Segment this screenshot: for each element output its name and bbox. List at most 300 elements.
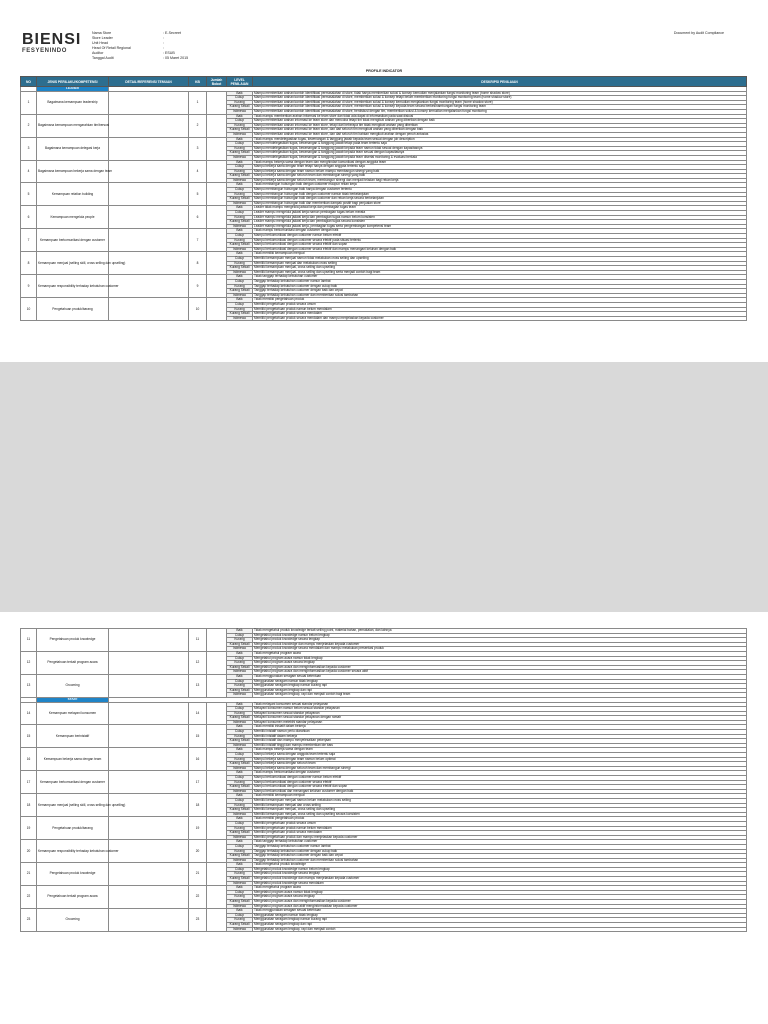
assessment-level: Kurang: [227, 872, 253, 877]
assessment-description: Tanggap terhadap kebutuhan customer dengan cukup baik: [253, 284, 747, 289]
assessment-description: Memiliki kemampuan menjual namun tidak melakukan cross selling dan upselling: [253, 256, 747, 261]
assessment-description: Menggunakan seragam lengkap namun kurang rapi: [253, 684, 747, 689]
assessment-level: Kurang: [227, 757, 253, 762]
document-page-1: [0, 0, 768, 362]
assessment-level: Cukup: [227, 730, 253, 735]
assessment-description: Tidak mengetahui produk knowledge: [253, 863, 747, 868]
assessment-description: Mampu berkomunikasi dengan customer secara efektif: [253, 780, 747, 785]
competency-name: Pengetahuan produk/barang: [37, 298, 109, 321]
assessment-description: Tidak mengetahui program acara: [253, 886, 747, 891]
assessment-description: Tidak mampu bekerja sama dengan team dan menghindari komunikasi dengan anggota team: [253, 160, 747, 165]
assessment-description: Tanggap terhadap kebutuhan customer dengan baik dan cepat: [253, 854, 747, 859]
assessment-description: Tanggap terhadap kebutuhan customer dan memberikan solusi tambahan: [253, 858, 747, 863]
assessment-description: Memiliki inisiatif tinggi dan mampu memberikan ide baru: [253, 743, 747, 748]
header-value: : E-Secreet: [163, 31, 181, 35]
assessment-level: Kurang Sekali: [227, 312, 253, 317]
indicator-detail: [109, 206, 189, 229]
assessment-level: Cukup: [227, 867, 253, 872]
competency-name: Grooming: [37, 674, 109, 697]
assessment-level: Kurang: [227, 284, 253, 289]
assessment-description: Mampu memberikan arahan/contoh identifikasi permasalahan di store, berdiskusi dengan tim, memberikan solusi & konsep kemudian menjalankan fungsi monitoring: [253, 109, 747, 114]
assessment-description: Mampu mendelegasikan tugas, kewenangan & tanggung jawab tetapi pada team tertentu saja: [253, 142, 747, 147]
assessment-description: Mampu berkomunikasi dengan customer secara efektif dan sopan: [253, 785, 747, 790]
table-body-leader: [21, 91, 747, 321]
header-value: :: [163, 46, 164, 50]
assessment-level: Istimewa: [227, 109, 253, 114]
weight-value: [207, 252, 227, 275]
assessment-description: Mengetahui program acara namun tidak lengkap: [253, 890, 747, 895]
assessment-level: Cukup: [227, 798, 253, 803]
assessment-description: Memiliki pengetahuan produk namun belum mendalam: [253, 307, 747, 312]
assessment-level: Istimewa: [227, 766, 253, 771]
assessment-description: Memiliki kemampuan menjual dan cross selling: [253, 803, 747, 808]
assessment-description: Memiliki kemampuan menjual, cross selling dan upselling secara konsisten: [253, 812, 747, 817]
assessment-description: Tidak memiliki kemampuan menjual: [253, 794, 747, 799]
assessment-level: Baik: [227, 748, 253, 753]
assessment-level: Cukup: [227, 165, 253, 170]
weight-value: [207, 91, 227, 114]
assessment-description: Menggunakan seragam lengkap namun kurang rapi: [253, 918, 747, 923]
assessment-description: Memiliki kemampuan menjual namun belum melakukan cross selling: [253, 798, 747, 803]
row-number: 14: [21, 702, 37, 725]
assessment-level: Kurang Sekali: [227, 923, 253, 928]
assessment-description: Mampu berkomunikasi dengan customer secara efektif dan sopan: [253, 243, 747, 248]
col-header-deskripsi: DESKRIPSI PENILAIAN: [253, 77, 747, 87]
assessment-level: Istimewa: [227, 927, 253, 932]
assessment-description: Mengetahui produk knowledge secara lengkap: [253, 872, 747, 877]
row-number: 5: [21, 183, 37, 206]
weight-value: [207, 629, 227, 652]
row-number: 6: [21, 206, 37, 229]
indicator-detail: [109, 229, 189, 252]
assessment-level: Kurang: [227, 734, 253, 739]
assessment-description: Memiliki pengetahuan produk namun belum mendalam: [253, 826, 747, 831]
assessment-description: Tidak memiliki kemampuan menjual: [253, 252, 747, 257]
assessment-description: Menggunakan seragam namun tidak lengkap: [253, 679, 747, 684]
assessment-level: Cukup: [227, 844, 253, 849]
assessment-description: Mampu mendelegasikan tugas, kewenangan & tanggung jawab kepada team namun tidak sesuai dengan kapasitasnya: [253, 146, 747, 151]
assessment-level: Kurang: [227, 826, 253, 831]
indicator-heading: PROFILE INDICATOR: [365, 69, 403, 73]
assessment-level: Baik: [227, 674, 253, 679]
col-header-kb: KB: [189, 77, 207, 87]
kb-value: 4: [189, 160, 207, 183]
weight-value: [207, 794, 227, 817]
competency-name: Pengetahuan produk knowledge: [37, 629, 109, 652]
row-number: 15: [21, 725, 37, 748]
assessment-level: Kurang: [227, 100, 253, 105]
assessment-description: Leader mampu mengelola jadwal kerja dan pembagian tugas namun belum konsisten: [253, 215, 747, 220]
assessment-level: Kurang Sekali: [227, 877, 253, 882]
assessment-description: Mampu memberikan arahan informasi ke team store dan mencoba tetapi tim tidak mengikuti arahan yang diberikan dengan baik: [253, 119, 747, 124]
assessment-level: Baik: [227, 840, 253, 845]
assessment-description: Menggunakan seragam lengkap, rapi dan menjadi contoh bagi team: [253, 693, 747, 698]
assessment-level: Cukup: [227, 679, 253, 684]
assessment-level: Kurang: [227, 918, 253, 923]
assessment-level: Kurang: [227, 192, 253, 197]
assessment-description: Memiliki kemampuan menjual dan melakukan cross selling: [253, 261, 747, 266]
weight-value: [207, 748, 227, 771]
assessment-level: Istimewa: [227, 743, 253, 748]
kb-value: 7: [189, 229, 207, 252]
header-values: [163, 31, 188, 61]
assessment-level: Istimewa: [227, 224, 253, 229]
col-header-no: NO: [21, 77, 37, 87]
table-header: [21, 77, 747, 92]
row-number: 11: [21, 629, 37, 652]
assessment-level: Istimewa: [227, 647, 253, 652]
assessment-description: Leader mampu mengelola jadwal kerja dan pembagian tugas secara konsisten: [253, 220, 747, 225]
indicator-detail: [109, 629, 189, 652]
assessment-level: Kurang: [227, 684, 253, 689]
assessment-description: Memiliki pengetahuan produk dan mampu menjelaskan kepada customer: [253, 835, 747, 840]
header-label: Unit Head: [92, 41, 108, 45]
kb-value: 16: [189, 748, 207, 771]
assessment-level: Istimewa: [227, 178, 253, 183]
col-header-level: LEVEL PENILAIAN: [227, 77, 253, 87]
assessment-description: Mampu berkomunikasi dengan customer secara efektif dan mampu menangani keluhan dengan baik: [253, 247, 747, 252]
assessment-description: Mengetahui program acara secara lengkap: [253, 895, 747, 900]
assessment-description: Tidak memiliki pengetahuan produk: [253, 298, 747, 303]
assessment-description: Mampu berkomunikasi dengan customer namun belum efektif: [253, 776, 747, 781]
row-number: 16: [21, 748, 37, 771]
weight-value: [207, 206, 227, 229]
assessment-level: Cukup: [227, 142, 253, 147]
weight-value: [207, 137, 227, 160]
indicator-detail: [109, 651, 189, 674]
weight-value: [207, 817, 227, 840]
assessment-level: Cukup: [227, 913, 253, 918]
assessment-level: Kurang Sekali: [227, 266, 253, 271]
kb-value: 10: [189, 298, 207, 321]
assessment-level: Kurang: [227, 169, 253, 174]
assessment-description: Memiliki inisiatif namun perlu diarahkan: [253, 730, 747, 735]
assessment-level: Baik: [227, 160, 253, 165]
competency-name: Pengetahuan produk/barang: [37, 817, 109, 840]
kb-value: 18: [189, 794, 207, 817]
assessment-level: Baik: [227, 817, 253, 822]
assessment-level: Kurang: [227, 146, 253, 151]
assessment-level: Cukup: [227, 707, 253, 712]
indicator-detail: [109, 137, 189, 160]
row-number: 10: [21, 298, 37, 321]
assessment-level: Cukup: [227, 821, 253, 826]
competency-name: Kemampuan relation building: [37, 183, 109, 206]
logo-subtitle: FESYENINDO: [22, 48, 68, 54]
assessment-level: Kurang: [227, 215, 253, 220]
kb-value: 22: [189, 886, 207, 909]
weight-value: [207, 702, 227, 725]
competency-name: Kemampuan responsibility terhadap kebutuhan customer: [37, 275, 109, 298]
competency-name: Bagaimana kemampuan delegasi kerja: [37, 137, 109, 160]
assessment-level: Cukup: [227, 119, 253, 124]
assessment-level: Cukup: [227, 753, 253, 758]
competency-name: Kemampuan menjual (selling skill, cross selling dan upselling): [37, 252, 109, 275]
assessment-level: Kurang: [227, 711, 253, 716]
assessment-level: Baik: [227, 629, 253, 634]
competency-name: Pengetahuan terkait program acara: [37, 651, 109, 674]
weight-value: [207, 725, 227, 748]
col-header-jumlah: Jumlah Bobot: [207, 77, 227, 87]
assessment-level: Istimewa: [227, 155, 253, 160]
kb-value: 21: [189, 863, 207, 886]
indicator-detail: [109, 863, 189, 886]
assessment-description: Tidak mampu berkomunikasi dengan customer dengan baik: [253, 229, 747, 234]
weight-value: [207, 674, 227, 697]
row-number: 12: [21, 651, 37, 674]
competency-name: Pengetahuan terkait program acara: [37, 886, 109, 909]
assessment-description: Melayani konsumen namun belum sesuai standar pelayanan: [253, 707, 747, 712]
indicator-detail: [109, 114, 189, 137]
assessment-description: Memiliki pengetahuan produk secara umum: [253, 302, 747, 307]
kb-value: 6: [189, 206, 207, 229]
document-owner-note: Document by Audit Compliance: [673, 31, 724, 35]
assessment-level: Baik: [227, 886, 253, 891]
row-number: 2: [21, 114, 37, 137]
assessment-level: Kurang: [227, 895, 253, 900]
row-number: 18: [21, 794, 37, 817]
assessment-description: Menggunakan seragam lengkap dan rapi: [253, 688, 747, 693]
competency-name: Kemampuan bekerja sama dengan team: [37, 748, 109, 771]
assessment-description: Tidak mampu memberikan arahan informasi ke team store dan tidak ada dapat di informasikan pada saat diskusi: [253, 114, 747, 119]
assessment-description: Mampu bekerja sama dengan team tetapi hanya dengan anggota tertentu saja: [253, 165, 747, 170]
kb-value: 14: [189, 702, 207, 725]
assessment-level: Cukup: [227, 302, 253, 307]
indicator-detail: [109, 160, 189, 183]
assessment-description: Mampu bekerja sama dengan anggota team tertentu saja: [253, 753, 747, 758]
assessment-level: Istimewa: [227, 904, 253, 909]
col-header-kompetensi: JENIS PERILAKU/KOMPETENSI: [37, 77, 109, 87]
assessment-level: Kurang Sekali: [227, 854, 253, 859]
header-label: Head Of Retail Regional: [92, 46, 131, 50]
weight-value: [207, 298, 227, 321]
assessment-level: Baik: [227, 229, 253, 234]
assessment-description: Memiliki pengetahuan produk secara mendalam dan mampu menjelaskan kepada customer: [253, 316, 747, 321]
assessment-level: Baik: [227, 137, 253, 142]
assessment-level: Kurang Sekali: [227, 900, 253, 905]
assessment-description: Tidak tanggap terhadap kebutuhan customer: [253, 840, 747, 845]
assessment-description: Mengetahui program acara dan menginformasikan kepada customer: [253, 665, 747, 670]
assessment-level: Kurang Sekali: [227, 289, 253, 294]
assessment-level: Istimewa: [227, 247, 253, 252]
assessment-description: Mengetahui program acara dan menginformasikan kepada customer secara aktif: [253, 670, 747, 675]
competency-name: Kemampuan berkomunikasi dengan customer: [37, 229, 109, 252]
competency-name: Kemampuan responsibility terhadap kebutuhan customer: [37, 840, 109, 863]
assessment-description: Tidak mampu bekerja sama dengan team: [253, 748, 747, 753]
header-value: : ESUB: [163, 51, 175, 55]
row-number: 8: [21, 252, 37, 275]
assessment-level: Istimewa: [227, 789, 253, 794]
indicator-detail: [109, 91, 189, 114]
weight-value: [207, 863, 227, 886]
assessment-description: Tidak tanggap terhadap kebutuhan customer: [253, 275, 747, 280]
assessment-description: Tanggap terhadap kebutuhan customer dan memberikan solusi tambahan: [253, 293, 747, 298]
assessment-level: Cukup: [227, 211, 253, 216]
kb-value: 17: [189, 771, 207, 794]
competency-name: Bagaimana kemampuan bekerja sama dengan team: [37, 160, 109, 183]
assessment-description: Mengetahui program acara secara lengkap: [253, 661, 747, 666]
assessment-description: Memiliki pengetahuan produk secara mendalam: [253, 831, 747, 836]
assessment-level: Cukup: [227, 633, 253, 638]
assessment-level: Kurang: [227, 238, 253, 243]
assessment-description: Mengetahui produk knowledge secara mendalam dan mampu melakukan presentasi produk: [253, 647, 747, 652]
assessment-level: Cukup: [227, 188, 253, 193]
indicator-detail: [109, 275, 189, 298]
assessment-level: Kurang: [227, 803, 253, 808]
col-header-indikator: DETAIL/REFERENSI TEMUAN: [109, 77, 189, 87]
assessment-description: Leader tidak mampu mengelola jadwal kerja dan pembagian tugas team: [253, 206, 747, 211]
row-number: 21: [21, 863, 37, 886]
assessment-description: Melayani konsumen sesuai standar pelayanan: [253, 711, 747, 716]
assessment-level: Kurang Sekali: [227, 688, 253, 693]
row-number: 9: [21, 275, 37, 298]
assessment-level: Kurang Sekali: [227, 716, 253, 721]
kb-value: 11: [189, 629, 207, 652]
assessment-description: Leader mampu mengelola jadwal kerja namun pembagian tugas belum merata: [253, 211, 747, 216]
weight-value: [207, 651, 227, 674]
header-label: Auditor: [92, 51, 104, 55]
weight-value: [207, 229, 227, 252]
assessment-level: Baik: [227, 909, 253, 914]
assessment-level: Istimewa: [227, 201, 253, 206]
header-value: : 05 Maret 2015: [163, 56, 189, 60]
row-number: 22: [21, 886, 37, 909]
weight-value: [207, 886, 227, 909]
biensi-logo: [22, 32, 81, 55]
assessment-description: Memiliki kemampuan menjual, cross selling dan upselling: [253, 266, 747, 271]
assessment-level: Kurang: [227, 123, 253, 128]
competency-name: Grooming: [37, 909, 109, 932]
assessment-level: Kurang: [227, 661, 253, 666]
competency-name: Kemampuan berkomunikasi dengan customer: [37, 771, 109, 794]
assessment-level: Kurang: [227, 849, 253, 854]
assessment-description: Tidak mampu berkomunikasi dengan customer: [253, 771, 747, 776]
assessment-description: Mampu berkomunikasi dan menangani keluhan customer dengan baik: [253, 789, 747, 794]
competency-name: Pengetahuan produk knowledge: [37, 863, 109, 886]
weight-value: [207, 840, 227, 863]
assessment-description: Tidak memiliki pengetahuan produk: [253, 817, 747, 822]
assessment-description: Mengetahui program acara dan aktif menginformasikan kepada customer: [253, 904, 747, 909]
header-labels: [92, 31, 131, 61]
assessment-level: Istimewa: [227, 693, 253, 698]
assessment-description: Mengetahui program acara dan menginformasikan kepada customer: [253, 900, 747, 905]
assessment-description: Tanggap terhadap kebutuhan customer dengan cukup baik: [253, 849, 747, 854]
assessment-description: Tidak mengetahui program acara: [253, 651, 747, 656]
assessment-description: Mampu memberikan arahan/contoh identifikasi permasalahan di store, tidak hanya memberikan solusi & konsep kemudian menjalankan fungsi monitoring team (home shadow store): [253, 91, 747, 96]
assessment-description: Tidak membangun hubungan baik dengan customer maupun rekan kerja: [253, 183, 747, 188]
assessment-level: Istimewa: [227, 132, 253, 137]
assessment-level: Kurang Sekali: [227, 174, 253, 179]
assessment-description: Tidak menggunakan seragam sesuai ketentuan: [253, 674, 747, 679]
assessment-level: Kurang Sekali: [227, 128, 253, 133]
assessment-level: Kurang Sekali: [227, 785, 253, 790]
assessment-description: Mampu memberikan arahan informasi ke team store, dan dari seluruh tim mengikuti arahan yang diberikan dengan baik: [253, 128, 747, 133]
assessment-description: Mampu memberikan arahan informasi ke team store, tetapi dari beberapa tim tidak mengikuti arahan yang diberikan: [253, 123, 747, 128]
assessment-description: Memiliki kemampuan menjual, cross selling dan upselling serta menjadi contoh bagi team: [253, 270, 747, 275]
assessment-level: Kurang Sekali: [227, 197, 253, 202]
assessment-level: Kurang Sekali: [227, 831, 253, 836]
kb-value: 3: [189, 137, 207, 160]
assessment-description: Mengetahui produk knowledge namun belum lengkap: [253, 633, 747, 638]
competency-name: Kemampuan menjual (selling skill, cross selling dan upselling): [37, 794, 109, 817]
row-number: 4: [21, 160, 37, 183]
logo-wordmark: BIENSI: [22, 31, 82, 48]
header-value: :: [163, 41, 164, 45]
assessment-level: Baik: [227, 725, 253, 730]
assessment-level: Istimewa: [227, 881, 253, 886]
assessment-level: Kurang: [227, 638, 253, 643]
assessment-description: Tanggap terhadap kebutuhan customer dengan baik dan cepat: [253, 289, 747, 294]
row-number: 3: [21, 137, 37, 160]
kb-value: 23: [189, 909, 207, 932]
indicator-detail: [109, 674, 189, 697]
assessment-level: Kurang Sekali: [227, 220, 253, 225]
assessment-level: Istimewa: [227, 812, 253, 817]
table-body-staff-top: [21, 629, 747, 698]
assessment-description: Mampu membangun hubungan baik dengan customer dan rekan kerja secara berkelanjutan: [253, 197, 747, 202]
assessment-level: Baik: [227, 651, 253, 656]
assessment-level: Cukup: [227, 776, 253, 781]
assessment-description: Tidak menggunakan seragam sesuai ketentuan: [253, 909, 747, 914]
kb-value: 19: [189, 817, 207, 840]
assessment-level: Baik: [227, 206, 253, 211]
assessment-level: Kurang Sekali: [227, 808, 253, 813]
header-label: Tanggal Audit: [92, 56, 114, 60]
assessment-description: Mampu bekerja sama dengan seluruh team, membangun sinergi dan menjadi teladan bagi rekan kerja: [253, 178, 747, 183]
kb-value: 13: [189, 674, 207, 697]
competency-name: Bagaimana kemampuan mengarahkan tim/bersosi: [37, 114, 109, 137]
assessment-description: Mengetahui produk knowledge secara lengkap: [253, 638, 747, 643]
assessment-description: Mampu membangun hubungan baik dan memberikan dampak positif bagi penjualan store: [253, 201, 747, 206]
assessment-description: Mampu memberikan arahan/contoh identifikasi permasalahan di store, memberikan solusi & konsep kemudian menjalankan fungsi monitoring team (home shadow store): [253, 100, 747, 105]
assessment-level: Kurang Sekali: [227, 665, 253, 670]
assessment-level: Cukup: [227, 890, 253, 895]
weight-value: [207, 909, 227, 932]
assessment-description: Mampu memberikan arahan informasi ke team store, dan dari seluruh tim bahkan mengikuti arahan dengan penuh antusias: [253, 132, 747, 137]
assessment-description: Memiliki inisiatif dalam bekerja: [253, 734, 747, 739]
assessment-description: Memiliki inisiatif dan mampu menyelesaikan pekerjaan: [253, 739, 747, 744]
assessment-description: Mampu bekerja sama dengan team namun belum optimal: [253, 757, 747, 762]
row-number: 20: [21, 840, 37, 863]
assessment-description: Mampu bekerja sama dengan seluruh team dan membangun sinergi: [253, 766, 747, 771]
assessment-description: Mampu berkomunikasi dengan customer namun belum efektif: [253, 234, 747, 239]
assessment-level: Cukup: [227, 96, 253, 101]
assessment-description: Memiliki kemampuan menjual, cross selling dan upselling: [253, 808, 747, 813]
assessment-description: Tidak memiliki inisiatif dalam bekerja: [253, 725, 747, 730]
competency-name: Kemampuan mengelola people: [37, 206, 109, 229]
assessment-level: Kurang Sekali: [227, 762, 253, 767]
header-label: Nama Store: [92, 31, 112, 35]
assessment-level: Istimewa: [227, 270, 253, 275]
weight-value: [207, 114, 227, 137]
assessment-level: Baik: [227, 91, 253, 96]
section-label: LEADER: [37, 87, 109, 92]
assessment-level: Baik: [227, 252, 253, 257]
row-number: 17: [21, 771, 37, 794]
assessment-level: Cukup: [227, 234, 253, 239]
assessment-level: Istimewa: [227, 316, 253, 321]
assessment-level: Cukup: [227, 279, 253, 284]
assessment-description: Mengetahui produk knowledge dan mampu menjelaskan kepada customer: [253, 877, 747, 882]
weight-value: [207, 160, 227, 183]
indicator-detail: [109, 886, 189, 909]
indicator-detail: [109, 817, 189, 840]
assessment-level: Istimewa: [227, 835, 253, 840]
row-number: 19: [21, 817, 37, 840]
row-number: 1: [21, 91, 37, 114]
assessment-description: Melayani konsumen sesuai standar pelayanan dengan ramah: [253, 716, 747, 721]
assessment-level: Kurang: [227, 261, 253, 266]
